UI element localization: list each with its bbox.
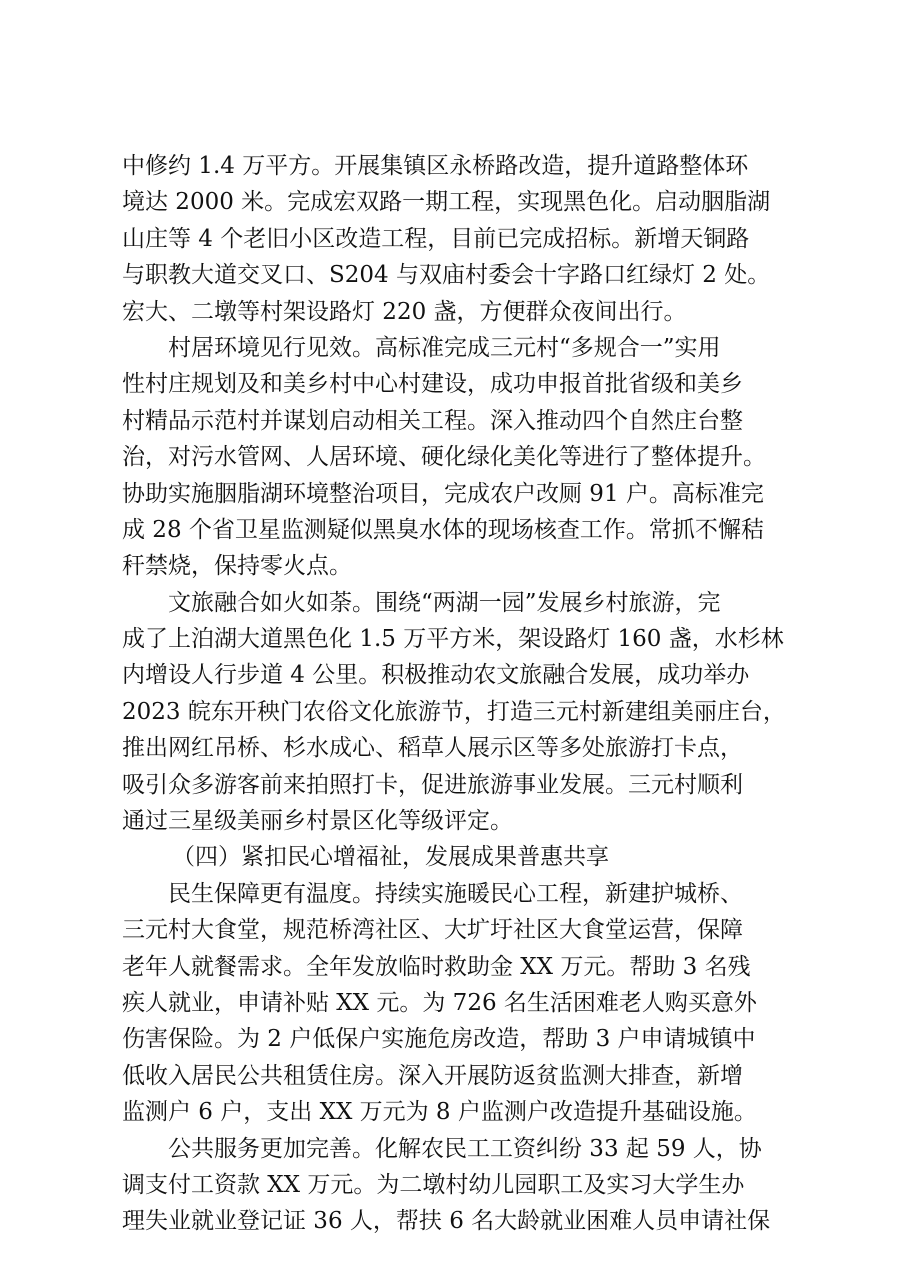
text-line: 山庄等 4 个老旧小区改造工程，目前已完成招标。新增天铜路 [122, 225, 750, 252]
text-line: 2023 皖东开秧门农俗文化旅游节，打造三元村新建组美丽庄台， [122, 698, 786, 725]
text-line: 三元村大食堂，规范桥湾社区、大圹圩社区大食堂运营，保障 [122, 917, 743, 944]
text-line: 监测户 6 户，支出 XX 万元为 8 户监测户改造提升基础设施。 [122, 1099, 757, 1126]
text-line: 村居环境见行见效。高标准完成三元村“多规合一”实用 [168, 334, 721, 361]
text-line: 伤害保险。为 2 户低保户实施危房改造，帮助 3 户申请城镇中 [122, 1026, 756, 1053]
text-line: 成了上泊湖大道黑色化 1.5 万平方米，架设路灯 160 盏，水杉林 [122, 626, 784, 653]
text-line: 与职教大道交叉口、S204 与双庙村委会十字路口红绿灯 2 处。 [122, 262, 771, 289]
text-line: 公共服务更加完善。化解农民工工资纠纷 33 起 59 人，协 [168, 1135, 762, 1162]
text-line: 中修约 1.4 万平方。开展集镇区永桥路改造，提升道路整体环 [122, 153, 749, 179]
text-line: 民生保障更有温度。持续实施暖民心工程，新建护城桥、 [168, 880, 743, 907]
text-line: 调支付工资款 XX 万元。为二墩村幼儿园职工及实习大学生办 [122, 1171, 745, 1198]
text-line: 低收入居民公共租赁住房。深入开展防返贫监测大排查，新增 [122, 1062, 743, 1089]
text-line: 理失业就业登记证 36 人，帮扶 6 名大龄就业困难人员申请社保 [122, 1208, 771, 1235]
text-line: 通过三星级美丽乡村景区化等级评定。 [122, 808, 513, 835]
section-heading: （四）紧扣民心增福祉，发展成果普惠共享 [172, 844, 609, 871]
text-line: 老年人就餐需求。全年发放临时救助金 XX 万元。帮助 3 名残 [122, 953, 751, 980]
text-line: 村精品示范村并谋划启动相关工程。深入推动四个自然庄台整 [122, 407, 743, 434]
text-line: 文旅融合如火如荼。围绕“两湖一园”发展乡村旅游，完 [168, 589, 721, 616]
text-line: 宏大、二墩等村架设路灯 220 盏，方便群众夜间出行。 [122, 298, 687, 325]
text-line: 推出网红吊桥、杉水成心、稻草人展示区等多处旅游打卡点， [122, 735, 743, 762]
document-body [122, 148, 802, 1240]
text-line: 成 28 个省卫星监测疑似黑臭水体的现场核查工作。常抓不懈秸 [122, 516, 764, 543]
text-line: 性村庄规划及和美乡村中心村建设，成功申报首批省级和美乡 [122, 371, 743, 398]
text-line: 协助实施胭脂湖环境整治项目，完成农户改厕 91 户。高标准完 [122, 480, 764, 507]
text-line: 秆禁烧，保持零火点。 [122, 553, 352, 580]
text-line: 境达 2000 米。完成宏双路一期工程，实现黑色化。启动胭脂湖 [122, 189, 771, 216]
text-line: 内增设人行步道 4 公里。积极推动农文旅融合发展，成功举办 [122, 662, 750, 689]
text-line: 吸引众多游客前来拍照打卡，促进旅游事业发展。三元村顺利 [122, 771, 743, 798]
text-line: 疾人就业，申请补贴 XX 元。为 726 名生活困难老人购买意外 [122, 989, 757, 1016]
text-line: 治，对污水管网、人居环境、硬化绿化美化等进行了整体提升。 [122, 444, 766, 471]
